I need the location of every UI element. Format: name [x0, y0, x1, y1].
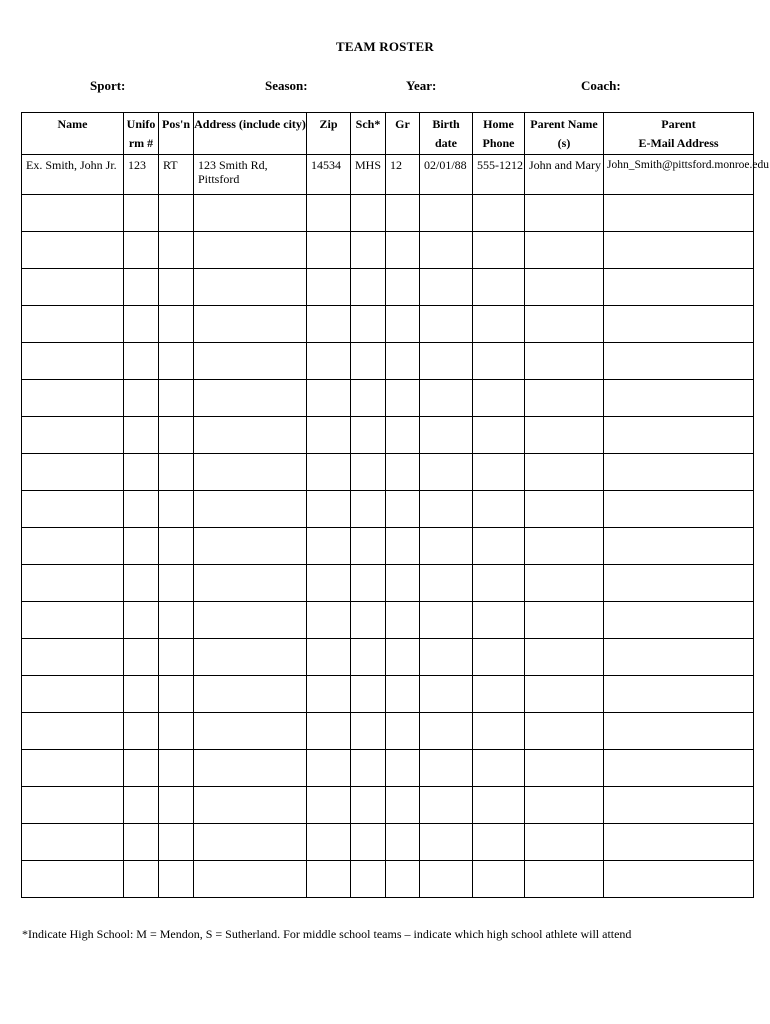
roster-cell[interactable] — [604, 713, 754, 750]
example-parent-email-cell: John_Smith@pittsford.monroe.edu — [604, 155, 754, 195]
roster-cell[interactable] — [386, 824, 420, 861]
roster-cell[interactable] — [351, 491, 386, 528]
roster-cell[interactable] — [22, 269, 124, 306]
col-address-header: Address (include city) — [194, 113, 307, 155]
roster-cell[interactable] — [473, 491, 525, 528]
roster-cell[interactable] — [194, 787, 307, 824]
roster-cell[interactable] — [194, 750, 307, 787]
roster-cell[interactable] — [604, 639, 754, 676]
roster-cell[interactable] — [22, 861, 124, 898]
roster-cell[interactable] — [194, 528, 307, 565]
table-row — [22, 306, 754, 343]
roster-cell[interactable] — [473, 713, 525, 750]
roster-cell[interactable] — [420, 195, 473, 232]
roster-cell[interactable] — [351, 676, 386, 713]
roster-cell[interactable] — [351, 454, 386, 491]
roster-cell[interactable] — [525, 639, 604, 676]
roster-cell[interactable] — [386, 343, 420, 380]
roster-cell[interactable] — [473, 380, 525, 417]
roster-cell[interactable] — [351, 417, 386, 454]
roster-cell[interactable] — [420, 306, 473, 343]
roster-cell[interactable] — [307, 787, 351, 824]
roster-cell[interactable] — [525, 565, 604, 602]
example-row — [22, 155, 754, 195]
roster-cell[interactable] — [604, 306, 754, 343]
roster-cell[interactable] — [604, 269, 754, 306]
roster-cell[interactable] — [307, 491, 351, 528]
roster-cell[interactable] — [124, 343, 159, 380]
roster-cell[interactable] — [194, 565, 307, 602]
roster-cell[interactable] — [525, 750, 604, 787]
roster-cell[interactable] — [473, 824, 525, 861]
roster-cell[interactable] — [159, 787, 194, 824]
roster-cell[interactable] — [386, 380, 420, 417]
example-grade-cell: 12 — [386, 155, 420, 195]
table-row — [22, 417, 754, 454]
roster-cell[interactable] — [124, 306, 159, 343]
roster-cell[interactable] — [22, 491, 124, 528]
roster-cell[interactable] — [22, 676, 124, 713]
roster-cell[interactable] — [604, 602, 754, 639]
roster-cell[interactable] — [124, 269, 159, 306]
roster-cell[interactable] — [420, 343, 473, 380]
roster-cell[interactable] — [22, 195, 124, 232]
year-label: Year: — [406, 78, 437, 93]
table-row — [22, 565, 754, 602]
col-zip-header: Zip — [307, 113, 351, 155]
roster-cell[interactable] — [473, 861, 525, 898]
roster-cell[interactable] — [351, 269, 386, 306]
roster-cell[interactable] — [194, 713, 307, 750]
example-parent-name-cell: John and Mary — [525, 155, 604, 195]
roster-cell[interactable] — [22, 417, 124, 454]
roster-cell[interactable] — [473, 639, 525, 676]
roster-cell[interactable] — [351, 787, 386, 824]
roster-cell[interactable] — [420, 269, 473, 306]
roster-cell[interactable] — [307, 750, 351, 787]
roster-cell[interactable] — [22, 565, 124, 602]
roster-cell[interactable] — [473, 565, 525, 602]
roster-cell[interactable] — [124, 417, 159, 454]
roster-cell[interactable] — [525, 713, 604, 750]
roster-cell[interactable] — [194, 269, 307, 306]
roster-cell[interactable] — [307, 232, 351, 269]
roster-cell[interactable] — [604, 676, 754, 713]
roster-cell[interactable] — [124, 861, 159, 898]
roster-cell[interactable] — [124, 232, 159, 269]
roster-cell[interactable] — [22, 787, 124, 824]
roster-cell[interactable] — [420, 380, 473, 417]
roster-cell[interactable] — [307, 824, 351, 861]
roster-cell[interactable] — [307, 269, 351, 306]
roster-cell[interactable] — [351, 824, 386, 861]
roster-cell[interactable] — [194, 602, 307, 639]
roster-cell[interactable] — [124, 528, 159, 565]
coach-label: Coach: — [581, 78, 621, 93]
roster-cell[interactable] — [420, 528, 473, 565]
roster-cell[interactable] — [351, 306, 386, 343]
roster-cell[interactable] — [194, 232, 307, 269]
table-row — [22, 528, 754, 565]
roster-cell[interactable] — [307, 380, 351, 417]
table-row — [22, 269, 754, 306]
roster-cell[interactable] — [159, 454, 194, 491]
roster-cell[interactable] — [525, 454, 604, 491]
roster-cell[interactable] — [386, 565, 420, 602]
example-uniform-cell: 123 — [124, 155, 159, 195]
roster-cell[interactable] — [525, 269, 604, 306]
roster-cell[interactable] — [22, 343, 124, 380]
table-row — [22, 824, 754, 861]
roster-cell[interactable] — [604, 417, 754, 454]
roster-cell[interactable] — [386, 676, 420, 713]
roster-cell[interactable] — [473, 417, 525, 454]
roster-cell[interactable] — [194, 417, 307, 454]
col-parent-name-header: Parent Name (s) — [525, 113, 604, 155]
roster-cell[interactable] — [307, 713, 351, 750]
roster-cell[interactable] — [124, 787, 159, 824]
table-row — [22, 713, 754, 750]
roster-cell[interactable] — [420, 750, 473, 787]
page-title: TEAM ROSTER — [336, 39, 434, 54]
table-row — [22, 380, 754, 417]
roster-cell[interactable] — [351, 232, 386, 269]
roster-cell[interactable] — [159, 750, 194, 787]
roster-cell[interactable] — [194, 195, 307, 232]
roster-cell[interactable] — [420, 454, 473, 491]
roster-cell[interactable] — [386, 750, 420, 787]
roster-cell[interactable] — [22, 528, 124, 565]
header-row — [22, 113, 754, 155]
roster-cell[interactable] — [525, 343, 604, 380]
col-grade-header: Gr — [386, 113, 420, 155]
roster-cell[interactable] — [386, 602, 420, 639]
roster-cell[interactable] — [22, 639, 124, 676]
roster-cell[interactable] — [124, 713, 159, 750]
roster-cell[interactable] — [159, 491, 194, 528]
table-row — [22, 491, 754, 528]
table-row — [22, 787, 754, 824]
roster-cell[interactable] — [307, 454, 351, 491]
roster-cell[interactable] — [386, 195, 420, 232]
roster-cell[interactable] — [525, 491, 604, 528]
roster-cell[interactable] — [525, 417, 604, 454]
roster-cell[interactable] — [351, 380, 386, 417]
roster-cell[interactable] — [307, 565, 351, 602]
roster-cell[interactable] — [159, 417, 194, 454]
roster-cell[interactable] — [22, 232, 124, 269]
roster-cell[interactable] — [386, 639, 420, 676]
roster-cell[interactable] — [525, 602, 604, 639]
roster-cell[interactable] — [159, 269, 194, 306]
roster-cell[interactable] — [124, 676, 159, 713]
col-parent-email-header: Parent E-Mail Address — [604, 113, 754, 155]
table-row — [22, 343, 754, 380]
roster-cell[interactable] — [124, 454, 159, 491]
example-address-cell: 123 Smith Rd, Pittsford — [194, 155, 307, 195]
roster-cell[interactable] — [22, 380, 124, 417]
roster-cell[interactable] — [194, 343, 307, 380]
roster-cell[interactable] — [159, 306, 194, 343]
col-birthdate-header: Birth date — [420, 113, 473, 155]
roster-cell[interactable] — [525, 528, 604, 565]
roster-cell[interactable] — [22, 750, 124, 787]
table-row — [22, 750, 754, 787]
roster-cell[interactable] — [307, 306, 351, 343]
roster-cell[interactable] — [351, 343, 386, 380]
roster-cell[interactable] — [124, 602, 159, 639]
roster-cell[interactable] — [159, 195, 194, 232]
roster-cell[interactable] — [159, 713, 194, 750]
col-phone-header: Home Phone — [473, 113, 525, 155]
roster-cell[interactable] — [194, 491, 307, 528]
roster-cell[interactable] — [351, 195, 386, 232]
roster-cell[interactable] — [420, 787, 473, 824]
roster-cell[interactable] — [159, 602, 194, 639]
roster-cell[interactable] — [351, 565, 386, 602]
roster-cell[interactable] — [307, 417, 351, 454]
roster-cell[interactable] — [420, 232, 473, 269]
roster-cell[interactable] — [307, 195, 351, 232]
table-row — [22, 861, 754, 898]
table-row — [22, 195, 754, 232]
roster-cell[interactable] — [351, 528, 386, 565]
table-row — [22, 454, 754, 491]
roster-cell[interactable] — [420, 676, 473, 713]
table-row — [22, 639, 754, 676]
roster-cell[interactable] — [604, 750, 754, 787]
col-school-header: Sch* — [351, 113, 386, 155]
roster-cell[interactable] — [194, 306, 307, 343]
roster-cell[interactable] — [351, 602, 386, 639]
roster-cell[interactable] — [194, 824, 307, 861]
roster-cell[interactable] — [159, 824, 194, 861]
roster-cell[interactable] — [473, 750, 525, 787]
roster-cell[interactable] — [604, 491, 754, 528]
roster-cell[interactable] — [22, 454, 124, 491]
roster-cell[interactable] — [159, 861, 194, 898]
roster-cell[interactable] — [159, 528, 194, 565]
roster-cell[interactable] — [351, 713, 386, 750]
col-name-header: Name — [22, 113, 124, 155]
roster-table — [21, 112, 769, 898]
table-row — [22, 602, 754, 639]
roster-cell[interactable] — [420, 417, 473, 454]
roster-cell[interactable] — [22, 306, 124, 343]
roster-cell[interactable] — [159, 639, 194, 676]
table-row — [22, 232, 754, 269]
roster-cell[interactable] — [604, 195, 754, 232]
example-name-cell: Ex. Smith, John Jr. — [22, 155, 124, 195]
roster-cell[interactable] — [307, 639, 351, 676]
roster-cell[interactable] — [307, 861, 351, 898]
roster-cell[interactable] — [604, 565, 754, 602]
col-position-header: Pos'n — [159, 113, 194, 155]
roster-cell[interactable] — [473, 343, 525, 380]
roster-cell[interactable] — [194, 676, 307, 713]
roster-cell[interactable] — [159, 565, 194, 602]
roster-cell[interactable] — [307, 343, 351, 380]
roster-cell[interactable] — [604, 380, 754, 417]
roster-cell[interactable] — [194, 639, 307, 676]
roster-cell[interactable] — [525, 232, 604, 269]
roster-cell[interactable] — [604, 824, 754, 861]
roster-cell[interactable] — [386, 861, 420, 898]
roster-cell[interactable] — [386, 417, 420, 454]
roster-cell[interactable] — [351, 639, 386, 676]
roster-cell[interactable] — [159, 232, 194, 269]
roster-cell[interactable] — [525, 306, 604, 343]
roster-cell[interactable] — [194, 380, 307, 417]
roster-cell[interactable] — [386, 269, 420, 306]
roster-cell[interactable] — [525, 380, 604, 417]
roster-cell[interactable] — [525, 787, 604, 824]
roster-cell[interactable] — [386, 232, 420, 269]
roster-cell[interactable] — [473, 232, 525, 269]
roster-cell[interactable] — [307, 528, 351, 565]
roster-cell[interactable] — [22, 713, 124, 750]
example-position-cell: RT — [159, 155, 194, 195]
roster-cell[interactable] — [420, 861, 473, 898]
roster-cell[interactable] — [525, 861, 604, 898]
sport-label: Sport: — [90, 78, 126, 93]
season-label: Season: — [265, 78, 308, 93]
roster-cell[interactable] — [420, 824, 473, 861]
roster-cell[interactable] — [525, 676, 604, 713]
roster-cell[interactable] — [386, 528, 420, 565]
roster-cell[interactable] — [124, 380, 159, 417]
example-phone-cell: 555-1212 — [473, 155, 525, 195]
example-birthdate-cell: 02/01/88 — [420, 155, 473, 195]
roster-cell[interactable] — [604, 528, 754, 565]
roster-cell[interactable] — [473, 195, 525, 232]
example-zip-cell: 14534 — [307, 155, 351, 195]
roster-cell[interactable] — [604, 232, 754, 269]
roster-cell[interactable] — [604, 787, 754, 824]
example-school-cell: MHS — [351, 155, 386, 195]
roster-cell[interactable] — [386, 306, 420, 343]
roster-cell[interactable] — [124, 639, 159, 676]
roster-cell[interactable] — [194, 454, 307, 491]
roster-cell[interactable] — [22, 602, 124, 639]
roster-cell[interactable] — [22, 824, 124, 861]
roster-cell[interactable] — [473, 528, 525, 565]
roster-cell[interactable] — [525, 195, 604, 232]
roster-cell[interactable] — [420, 602, 473, 639]
roster-cell[interactable] — [420, 565, 473, 602]
roster-cell[interactable] — [159, 380, 194, 417]
roster-cell[interactable] — [124, 491, 159, 528]
roster-cell[interactable] — [473, 306, 525, 343]
roster-cell[interactable] — [159, 676, 194, 713]
roster-cell[interactable] — [473, 454, 525, 491]
roster-cell[interactable] — [420, 639, 473, 676]
roster-cell[interactable] — [420, 713, 473, 750]
table-row — [22, 676, 754, 713]
school-footnote: *Indicate High School: M = Mendon, S = Sutherland. For middle school teams – indicate which high school athlete will attend — [22, 927, 632, 941]
roster-cell[interactable] — [124, 824, 159, 861]
roster-cell[interactable] — [604, 343, 754, 380]
roster-cell[interactable] — [420, 491, 473, 528]
roster-cell[interactable] — [604, 861, 754, 898]
roster-cell[interactable] — [525, 824, 604, 861]
roster-cell[interactable] — [307, 602, 351, 639]
roster-cell[interactable] — [386, 491, 420, 528]
roster-cell[interactable] — [351, 861, 386, 898]
col-uniform-header: Unifo rm # — [124, 113, 159, 155]
roster-cell[interactable] — [473, 787, 525, 824]
roster-cell[interactable] — [473, 676, 525, 713]
roster-cell[interactable] — [124, 565, 159, 602]
roster-cell[interactable] — [604, 454, 754, 491]
roster-cell[interactable] — [386, 454, 420, 491]
roster-cell[interactable] — [473, 269, 525, 306]
roster-cell[interactable] — [386, 787, 420, 824]
roster-cell[interactable] — [194, 861, 307, 898]
roster-cell[interactable] — [159, 343, 194, 380]
roster-cell[interactable] — [473, 602, 525, 639]
roster-cell[interactable] — [124, 750, 159, 787]
roster-cell[interactable] — [386, 713, 420, 750]
roster-cell[interactable] — [307, 676, 351, 713]
roster-cell[interactable] — [351, 750, 386, 787]
roster-cell[interactable] — [124, 195, 159, 232]
